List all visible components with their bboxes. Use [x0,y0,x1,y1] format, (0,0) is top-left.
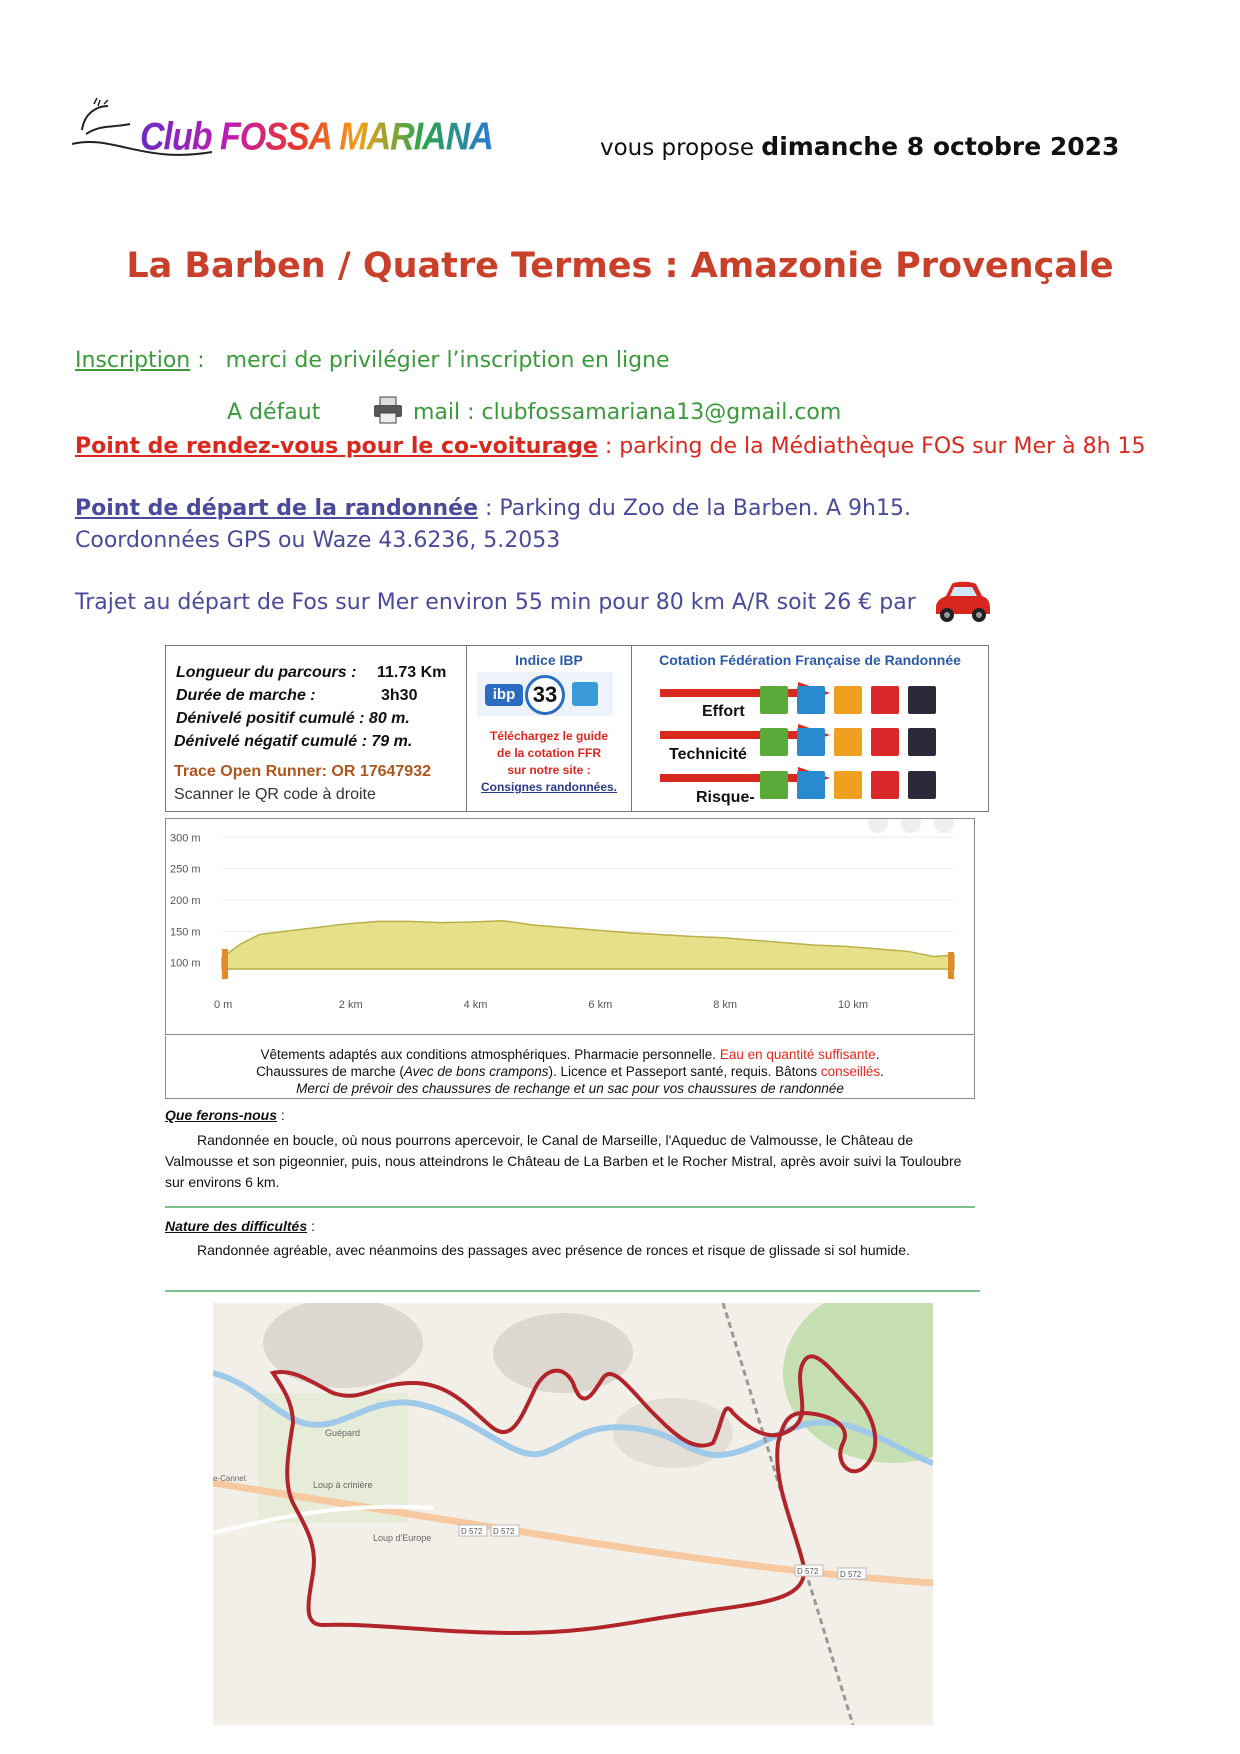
route-map[interactable] [213,1303,933,1725]
rendezvous-text: : parking de la Médiathèque FOS sur Mer à 8h 15 [597,434,1146,459]
technicite-level-2-icon [797,728,825,756]
consignes-link[interactable]: Consignes randonnées. [480,780,618,794]
ibp-panel [467,646,632,811]
ibp-badge [477,672,613,716]
length-label: Longueur du parcours : [176,664,357,681]
y-tick-label: 200 m [170,895,201,907]
effort-level-3-icon [834,686,862,714]
hiker-icon [572,682,598,706]
equipment-box [165,1036,975,1099]
road-d572 [213,1483,933,1583]
ibp-logo: ibp [485,684,523,706]
toolbar-icon-3[interactable] [934,819,954,833]
effort-level-1-icon [760,686,788,714]
equipment-text-1c: . [875,1047,880,1062]
hill-shade-1 [263,1303,423,1388]
inscription-sep: : [190,348,212,373]
x-tick-label: 10 km [838,999,869,1011]
rendezvous-label: Point de rendez-vous pour le co-voiturage [75,434,598,459]
map-label-road-4: D 572 [840,1570,862,1579]
risque-level-1-icon [760,771,788,799]
trajet-line: Trajet au départ de Fos sur Mer environ 55 min pour 80 km A/R soit 26 € par [75,590,916,615]
risque-level-2-icon [797,771,825,799]
ffr-cotation [632,646,988,811]
technicite-level-4-icon [871,728,899,756]
fallback-label: A défaut [227,400,321,425]
equipment-text-1a: Vêtements adaptés aux conditions atmosphériques. Pharmacie personnelle. [260,1047,720,1062]
hike-info-box [165,645,989,812]
equipment-line-1 [166,1046,974,1063]
crampons-note: Avec de bons crampons [403,1064,549,1079]
ibp-title: Indice IBP [515,652,583,668]
elevation-area [222,921,954,969]
y-tick-label: 150 m [170,926,201,939]
risque-level-4-icon [871,771,899,799]
length-value: 11.73 Km [377,664,447,681]
map-label-loup-europe: Loup d'Europe [373,1533,432,1543]
map-label-road-3: D 572 [797,1567,819,1576]
map-label-guepard: Guépard [325,1428,361,1438]
club-logo-text: Club FOSSA MARIANA [140,115,493,159]
poles-note: conseillés [820,1064,881,1079]
intro-line [600,132,1119,161]
car-icon [932,578,992,624]
hike-stats [166,646,467,811]
equipment-text-2c: ). Licence et Passeport santé, requis. Bâtons [548,1064,821,1079]
gps-coordinates: Coordonnées GPS ou Waze 43.6236, 5.2053 [75,528,561,553]
inscription-line [75,348,670,373]
event-date: dimanche 8 octobre 2023 [761,132,1120,161]
water-note: Eau en quantité suffisante [719,1047,876,1062]
end-marker [948,952,954,979]
equipment-line-3: Merci de prévoir des chaussures de rechange et un sac pour vos chaussures de randonnée [296,1081,844,1096]
equipment-text-2a: Chaussures de marche ( [256,1064,404,1079]
ibp-value: 33 [525,675,565,715]
effort-label: Effort [702,703,745,720]
y-tick-label: 250 m [170,863,201,876]
map-label-loup-criniere: Loup à crinière [313,1480,373,1490]
que-ferons-heading [165,1105,285,1126]
page-title: La Barben / Quatre Termes : Amazonie Provençale [126,246,1114,286]
effort-level-4-icon [871,686,899,714]
ibp-download [467,728,631,796]
qr-hint: Scanner le QR code à droite [174,786,376,803]
section-divider-2 [165,1290,980,1292]
printer-icon [373,396,403,424]
map-label-road-2: D 572 [493,1527,515,1536]
intro-prefix: vous propose [600,135,762,161]
ibp-download-3: sur notre site : [507,763,591,777]
hill-shade-2 [493,1313,633,1393]
depart-label: Point de départ de la randonnée [75,496,478,521]
duration-value: 3h30 [381,687,418,704]
inscription-text: merci de privilégier l’inscription en ligne [225,348,670,373]
equipment-text-2e: . [880,1064,884,1079]
ffr-title: Cotation Fédération Française de Randonnée [659,652,961,668]
technicite-label: Technicité [669,746,747,763]
section-divider [165,1206,975,1208]
que-ferons-sep: : [277,1107,285,1123]
map-label-cannet: e-Cannet [213,1474,246,1483]
risque-label: Risque- [696,789,755,806]
que-ferons-title: Que ferons-nous [165,1107,278,1123]
equipment-line-2 [166,1063,974,1080]
risque-level-3-icon [834,771,862,799]
elevation-loss: Dénivelé négatif cumulé : 79 m. [174,733,413,750]
openrunner-trace: Trace Open Runner: OR 17647932 [174,763,431,780]
x-tick-label: 8 km [713,999,738,1011]
technicite-level-1-icon [760,728,788,756]
effort-level-2-icon [797,686,825,714]
toolbar-icon-2[interactable] [901,819,921,833]
difficultes-text: Randonnée agréable, avec néanmoins des passages avec présence de ronces et risque de glissade si sol humide. [197,1242,910,1258]
x-tick-label: 0 m [214,999,233,1011]
elevation-profile-svg [166,819,974,1034]
elevation-gain: Dénivelé positif cumulé : 80 m. [176,710,410,727]
contact-email[interactable]: mail : clubfossamariana13@gmail.com [413,400,842,425]
technicite-level-5-icon [908,728,936,756]
difficultes-sep: : [307,1218,315,1234]
ibp-download-2: de la cotation FFR [496,746,601,760]
toolbar-icon-1[interactable] [868,819,888,833]
x-tick-label: 2 km [338,999,363,1011]
route-map-svg [213,1303,933,1725]
duration-label: Durée de marche : [176,687,316,704]
que-ferons-text: Randonnée en boucle, où nous pourrons apercevoir, le Canal de Marseille, l'Aqueduc de Valmousse, le Château de Valmousse et son pigeonnier, puis, nous atteindrons le Château de La Barben et le Rocher Mistral, après avoir suivi la Touloubre sur environs 6 km. [165,1132,962,1190]
depart-text: : Parking du Zoo de la Barben. A 9h15. [478,496,911,521]
risque-level-5-icon [908,771,936,799]
y-tick-label: 300 m [170,832,201,845]
map-label-road-1: D 572 [461,1527,483,1536]
inscription-label: Inscription [75,348,191,373]
x-tick-label: 6 km [588,999,613,1011]
rendezvous-line [75,434,1146,459]
start-marker [222,949,228,979]
difficultes-heading [165,1216,315,1237]
ibp-download-1: Téléchargez le guide [489,729,609,743]
x-tick-label: 4 km [463,999,488,1011]
y-tick-label: 100 m [170,957,201,970]
technicite-level-3-icon [834,728,862,756]
effort-level-5-icon [908,686,936,714]
elevation-profile-chart [165,818,975,1035]
forest-area [783,1303,933,1463]
depart-line [75,496,911,521]
difficultes-title: Nature des difficultés [165,1218,308,1234]
